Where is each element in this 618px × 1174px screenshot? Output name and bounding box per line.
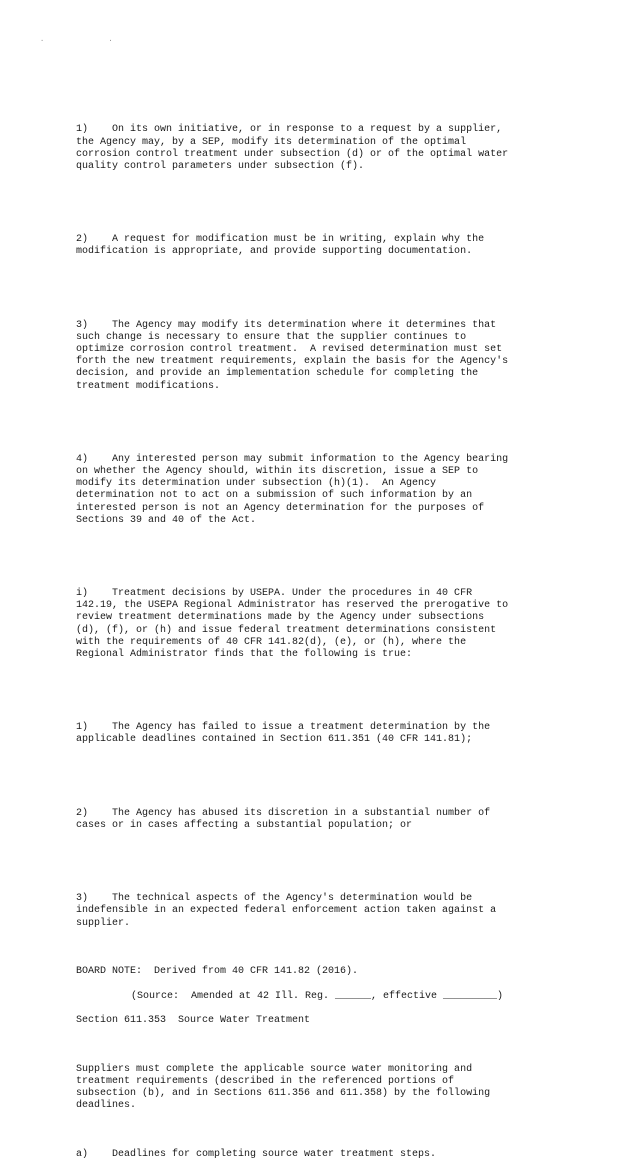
paragraph-i: i) Treatment decisions by USEPA. Under the procedures in 40 CFR 142.19, the USEPA Regional Administrator has reserved the prerogative to review treatment determinations made by the Agency under subsections (d), (f), or (h) and issue federal treatment determinations consistent with the requirements of 40 CFR 141.82(d), (e), or (h), where the Regional Administrator finds that the following is true:: [76, 588, 509, 661]
paragraph-i-1: 1) The Agency has failed to issue a treatment determination by the applicable deadlines contained in Section 611.351 (40 CFR 141.81);: [76, 722, 491, 746]
paragraph-4: 4) Any interested person may submit information to the Agency bearing on whether the Agency should, within its discretion, issue a SEP to modify its determination under subsection (h)(1). An Agency determination not to act on a submission of such information by an interested person is not an Agency determination for the purposes of Sections 39 and 40 of the Act.: [76, 453, 509, 526]
section-heading: Section 611.353 Source Water Treatment: [76, 1015, 311, 1027]
paragraph-3: 3) The Agency may modify its determination where it determines that such change is necessary to ensure that the supplier continues to optimize corrosion control treatment. A revised determination must set forth the new treatment requirements, explain the basis for the Agency's decision, and provide an implementation schedule for completing the treatment modifications.: [76, 319, 509, 392]
paragraph-1: 1) On its own initiative, or in response to a request by a supplier, the Agency may, by a SEP, modify its determination of the optimal corrosion control treatment under subsection (d) or of the optimal water quality control parameters under subsection (f).: [76, 124, 509, 173]
paragraph-i-2: 2) The Agency has abused its discretion in a substantial number of cases or in cases affecting a substantial population; or: [76, 807, 491, 831]
subsection-a: a) Deadlines for completing source water treatment steps.: [76, 1149, 437, 1161]
intro-paragraph: Suppliers must complete the applicable source water monitoring and treatment requirements (described in the referenced portions of subsection (b), and in Sections 611.356 and 611.358) by the following deadlines.: [76, 1063, 491, 1112]
paragraph-2: 2) A request for modification must be in writing, explain why the modification is appropriate, and provide supporting documentation.: [76, 234, 485, 258]
source-note: (Source: Amended at 42 Ill. Reg. ______, effective _________): [131, 990, 504, 1002]
board-note: BOARD NOTE: Derived from 40 CFR 141.82 (2016).: [76, 966, 359, 978]
document-page: [76, 100, 546, 1174]
scan-specks: . .: [40, 36, 143, 44]
paragraph-i-3: 3) The technical aspects of the Agency's determination would be indefensible in an expected federal enforcement action taken against a supplier.: [76, 893, 497, 929]
